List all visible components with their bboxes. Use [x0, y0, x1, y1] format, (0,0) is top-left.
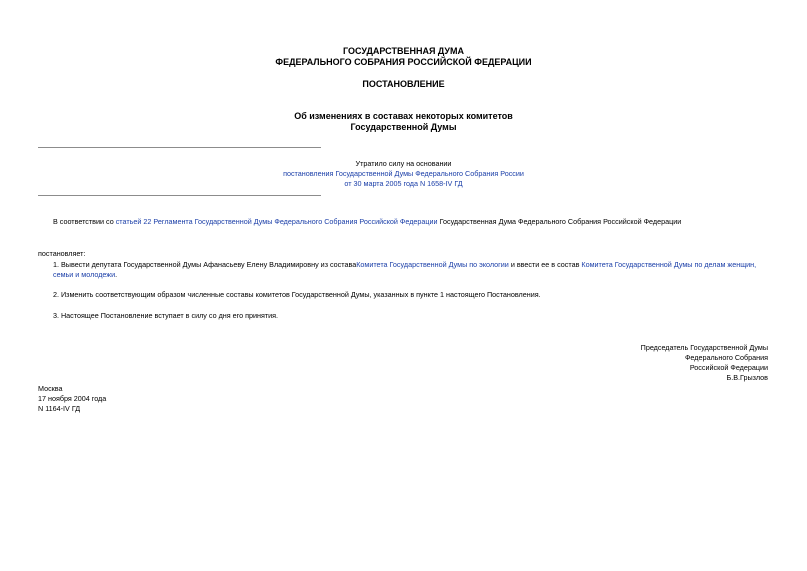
status-link-date[interactable]: от 30 марта 2005 года N 1658-IV ГД: [344, 179, 463, 188]
item-2-paragraph: 2. Изменить соответствующим образом численные составы комитетов Государственной Думы, указанных в пункте 1 настоящего Постановления.: [53, 290, 541, 299]
item-1-prefix: 1. Вывести депутата Государственной Думы Афанасьеву Елену Владимировну из состава: [53, 260, 357, 269]
place-city: Москва: [38, 384, 63, 393]
header-line-1: ГОСУДАРСТВЕННАЯ ДУМА: [342, 46, 465, 56]
status-line-1: Утратило силу на основании: [355, 159, 452, 168]
header-line-2: ФЕДЕРАЛЬНОГО СОБРАНИЯ РОССИЙСКОЙ ФЕДЕРАЦИИ: [275, 57, 532, 67]
intro-suffix: Государственная Дума Федерального Собрания Российской Федерации: [437, 217, 682, 226]
document-subject: [0, 111, 807, 133]
item-1-middle: и ввести ее в состав: [508, 260, 582, 269]
document-number: N 1164-IV ГД: [38, 404, 81, 413]
place-date: 17 ноября 2004 года: [38, 394, 107, 403]
intro-prefix: В соответствии со: [53, 217, 116, 226]
item-1-end: .: [115, 270, 118, 279]
item-3-paragraph: 3. Настоящее Постановление вступает в силу со дня его принятия.: [53, 311, 279, 320]
signature-block: [641, 343, 768, 383]
signature-name: Б.В.Грызлов: [726, 373, 768, 382]
item-1-paragraph: [53, 260, 768, 280]
signature-line-3: Российской Федерации: [689, 363, 768, 372]
item-1-link-ecology-committee[interactable]: Комитета Государственной Думы по экологии: [356, 260, 509, 269]
document-header: [0, 46, 807, 68]
status-note: [0, 159, 807, 189]
document-type: ПОСТАНОВЛЕНИЕ: [362, 79, 445, 89]
status-divider-top: [38, 147, 321, 148]
subject-line-2: Государственной Думы: [350, 122, 457, 132]
status-divider-bottom: [38, 195, 321, 196]
subject-line-1: Об изменениях в составах некоторых комитетов: [294, 111, 513, 121]
intro-link-regulation[interactable]: статьей 22 Регламента Государственной Думы Федерального Собрания Российской Федерации: [115, 217, 438, 226]
resolves-label: постановляет:: [38, 249, 86, 258]
place-date-block: [38, 384, 106, 414]
item-1-link-women-committee[interactable]: Комитета Государственной Думы по делам женщин, семьи и молодежи: [53, 260, 757, 279]
signature-line-1: Председатель Государственной Думы: [640, 343, 768, 352]
status-link-resolution[interactable]: постановления Государственной Думы Федерального Собрания России: [283, 169, 524, 178]
intro-paragraph: [53, 218, 681, 227]
signature-line-2: Федерального Собрания: [684, 353, 768, 362]
